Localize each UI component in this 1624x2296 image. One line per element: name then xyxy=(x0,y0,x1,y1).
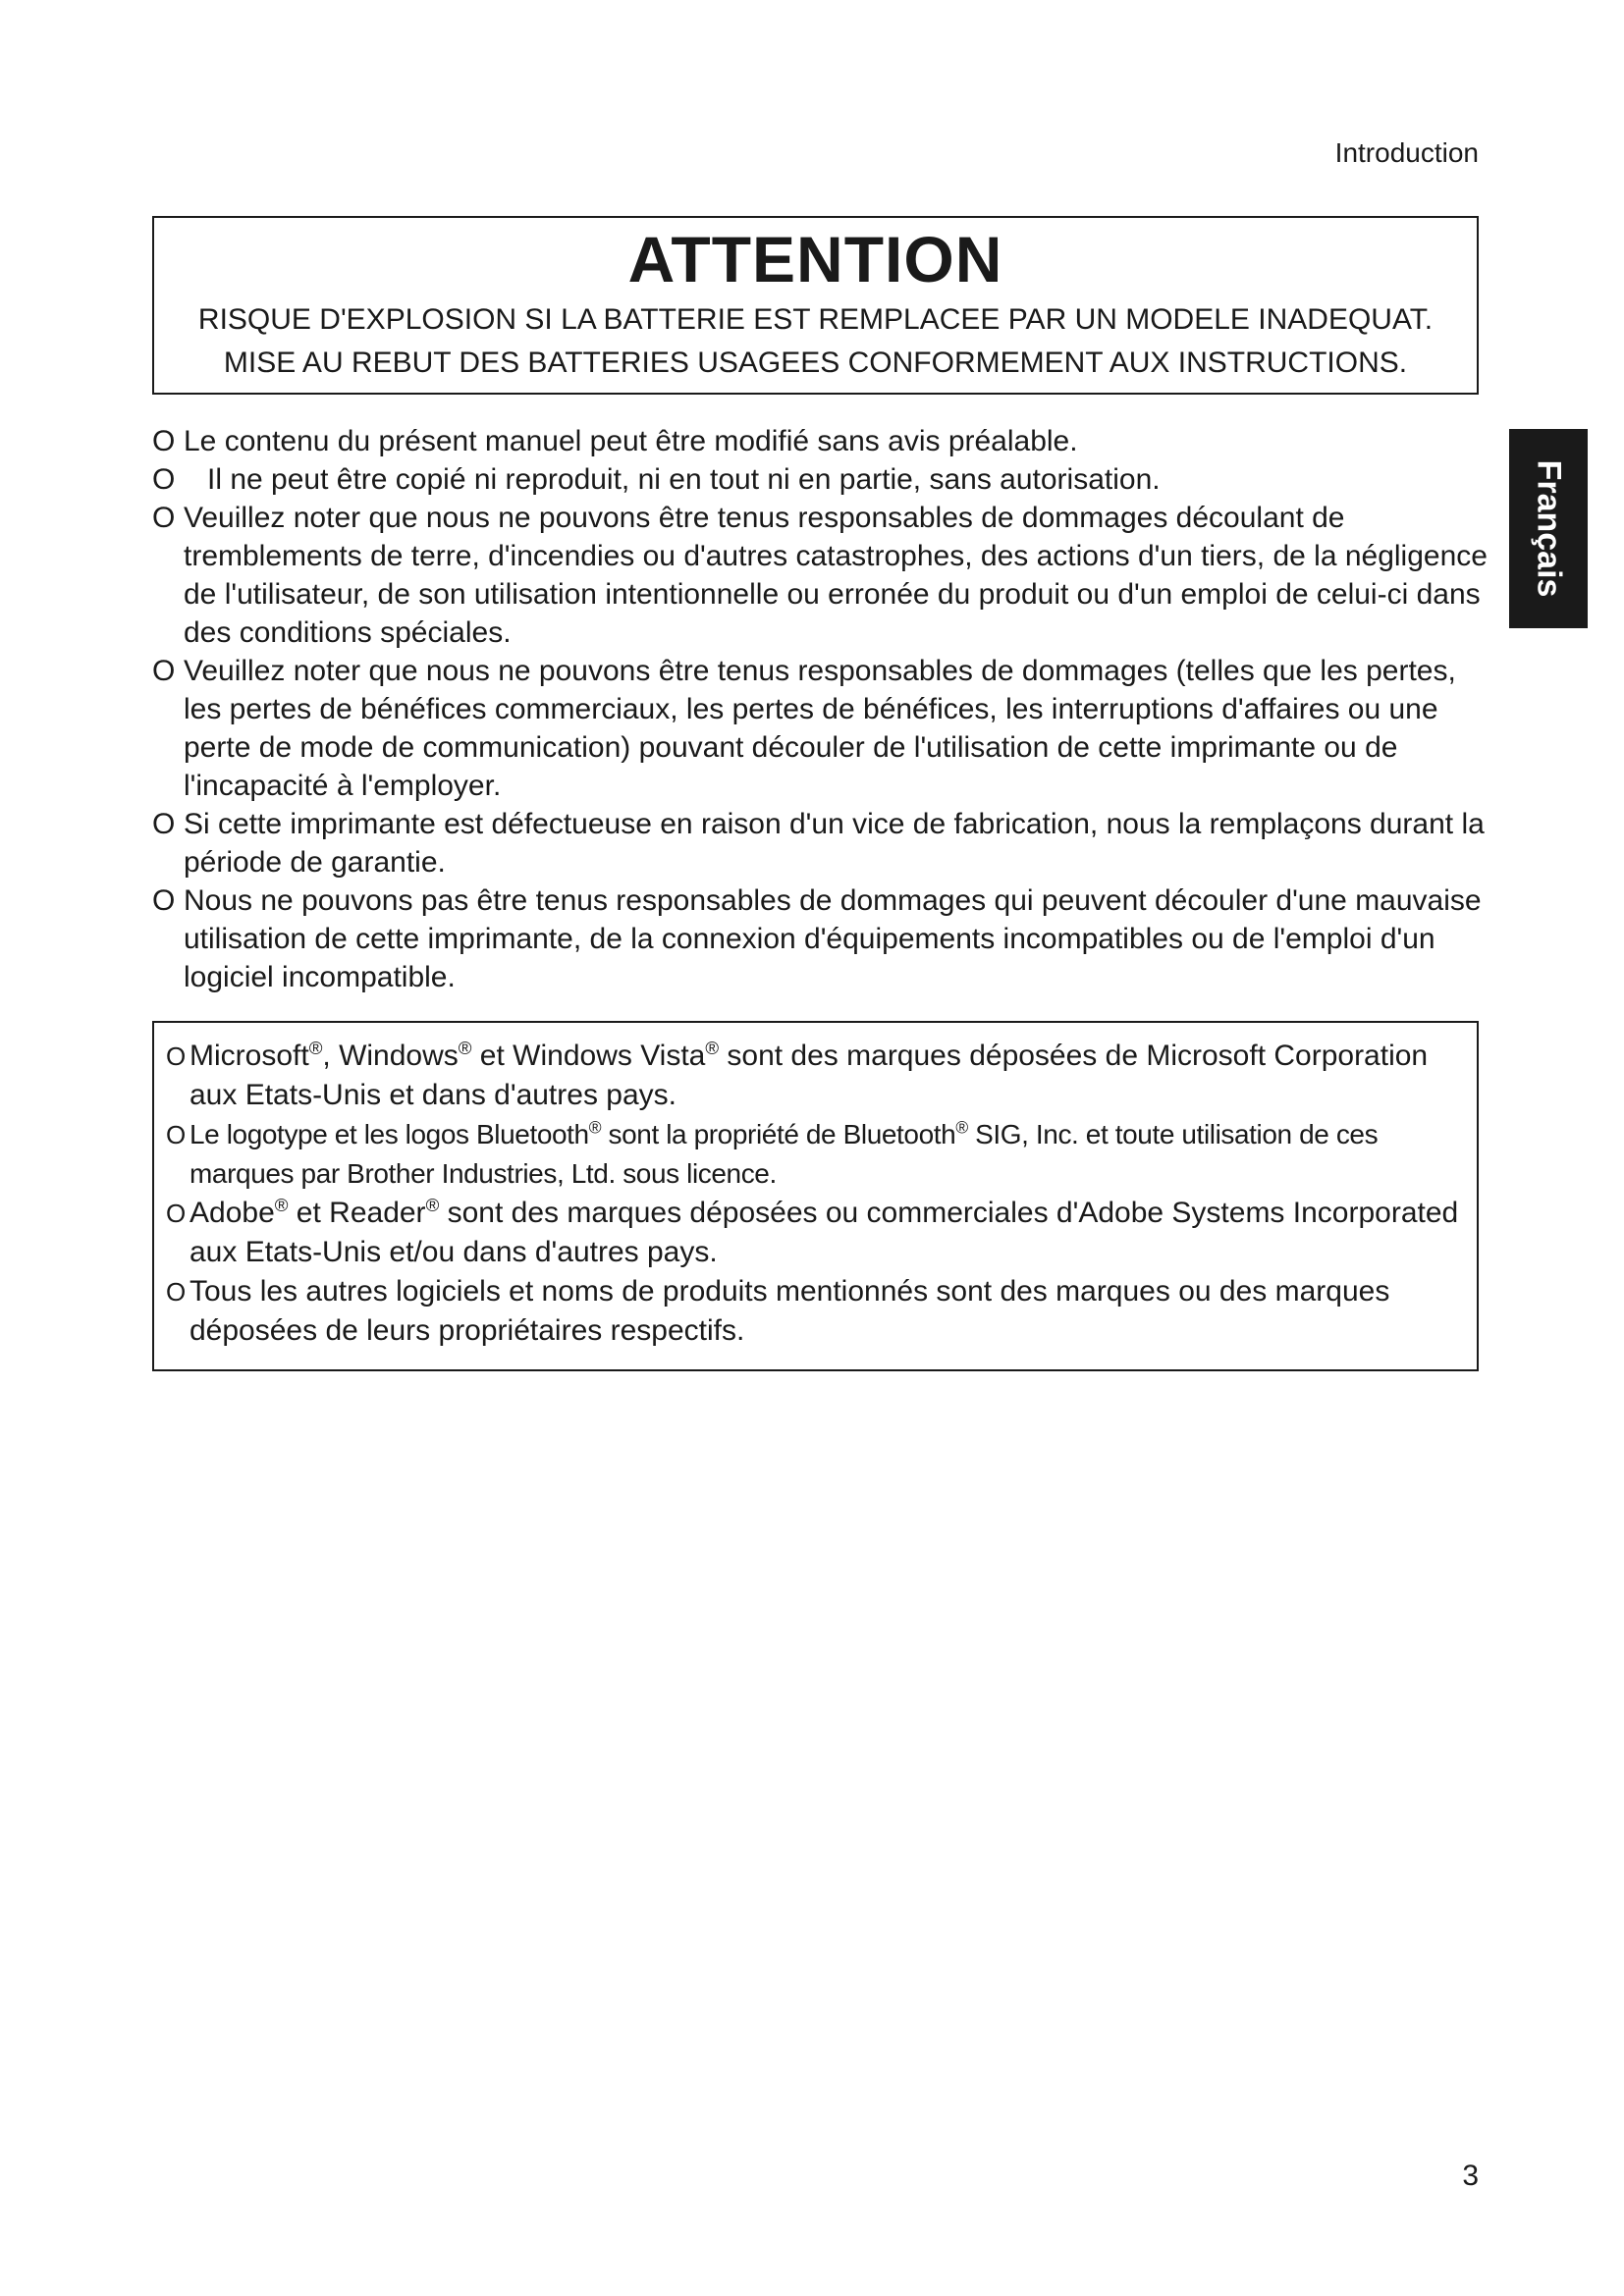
registered-mark: ® xyxy=(705,1037,720,1058)
note-text: Veuillez noter que nous ne pouvons être tenus responsables de dommages découlant de tremblements de terre, d'incendies ou d'autres catastrophes, des actions d'un tiers, de la négligence de l'utilisateur, de son utilisation intentionnelle ou erronée du produit ou d'un emploi de celui-ci dans des conditions spéciales. xyxy=(184,502,1488,649)
note-text: Veuillez noter que nous ne pouvons être tenus responsables de dommages (telles que les pertes, les pertes de bénéfices commerciaux, les pertes de bénéfices, les interruptions d'affaires ou une perte de mode de communication) pouvant découler de l'utilisation de cette imprimante ou de l'incapacité à l'employer. xyxy=(184,655,1456,802)
trademark-text: Le logotype et les logos Bluetooth® sont la propriété de Bluetooth® SIG, Inc. et toute utilisation de ces marques par Brother Industries, Ltd. sous licence. xyxy=(189,1117,1379,1189)
attention-warning-box xyxy=(152,216,1479,395)
note-text: Le contenu du présent manuel peut être modifié sans avis préalable. xyxy=(184,425,1078,457)
language-tab xyxy=(1509,429,1588,628)
circle-bullet-icon: O xyxy=(152,884,176,917)
note-item xyxy=(152,460,1488,499)
registered-mark: ® xyxy=(955,1117,968,1138)
circle-bullet-icon: O xyxy=(152,425,176,457)
trademark-text: Microsoft®, Windows® et Windows Vista® sont des marques déposées de Microsoft Corporation aux Etats-Unis et dans d'autres pays. xyxy=(189,1037,1429,1111)
note-item xyxy=(152,652,1488,805)
registered-mark: ® xyxy=(588,1117,602,1138)
trademarks-box xyxy=(152,1021,1479,1371)
registered-mark: ® xyxy=(274,1194,289,1215)
note-item xyxy=(152,805,1488,881)
note-item xyxy=(152,422,1488,460)
circle-bullet-icon: O xyxy=(152,463,176,496)
circle-bullet-icon: O xyxy=(166,1120,186,1149)
registered-mark: ® xyxy=(425,1194,440,1215)
trademark-text: Tous les autres logiciels et noms de produits mentionnés sont des marques ou des marques déposées de leurs propriétaires respectifs. xyxy=(189,1275,1390,1347)
note-text: Il ne peut être copié ni reproduit, ni en tout ni en partie, sans autorisation. xyxy=(207,463,1161,496)
registered-mark: ® xyxy=(308,1037,323,1058)
circle-bullet-icon: O xyxy=(166,1277,187,1307)
attention-title: ATTENTION xyxy=(627,223,1003,295)
circle-bullet-icon: O xyxy=(152,808,176,840)
trademark-item xyxy=(166,1115,1463,1194)
note-item xyxy=(152,881,1488,996)
language-tab-label: Français xyxy=(1530,459,1568,598)
circle-bullet-icon: O xyxy=(152,502,176,534)
page-header-section: Introduction xyxy=(1334,137,1479,168)
note-text: Nous ne pouvons pas être tenus responsables de dommages qui peuvent découler d'une mauvaise utilisation de cette imprimante, de la connexion d'équipements incompatibles ou de l'emploi d'un logiciel incompatible. xyxy=(184,884,1482,993)
note-item xyxy=(152,499,1488,652)
trademark-item xyxy=(166,1037,1463,1115)
circle-bullet-icon: O xyxy=(166,1199,187,1228)
circle-bullet-icon: O xyxy=(166,1041,187,1071)
trademark-item xyxy=(166,1272,1463,1351)
attention-line: RISQUE D'EXPLOSION SI LA BATTERIE EST REMPLACEE PAR UN MODELE INADEQUAT. xyxy=(197,303,1434,336)
notes-list xyxy=(152,422,1488,996)
trademark-text: Adobe® et Reader® sont des marques déposées ou commerciales d'Adobe Systems Incorporated aux Etats-Unis et/ou dans d'autres pays. xyxy=(189,1194,1459,1268)
trademark-item xyxy=(166,1194,1463,1272)
registered-mark: ® xyxy=(458,1037,472,1058)
attention-line: MISE AU REBUT DES BATTERIES USAGEES CONFORMEMENT AUX INSTRUCTIONS. xyxy=(223,347,1408,379)
page-number: 3 xyxy=(1462,2160,1479,2192)
circle-bullet-icon: O xyxy=(152,655,176,687)
note-text: Si cette imprimante est défectueuse en raison d'un vice de fabrication, nous la remplaçons durant la période de garantie. xyxy=(184,808,1485,879)
